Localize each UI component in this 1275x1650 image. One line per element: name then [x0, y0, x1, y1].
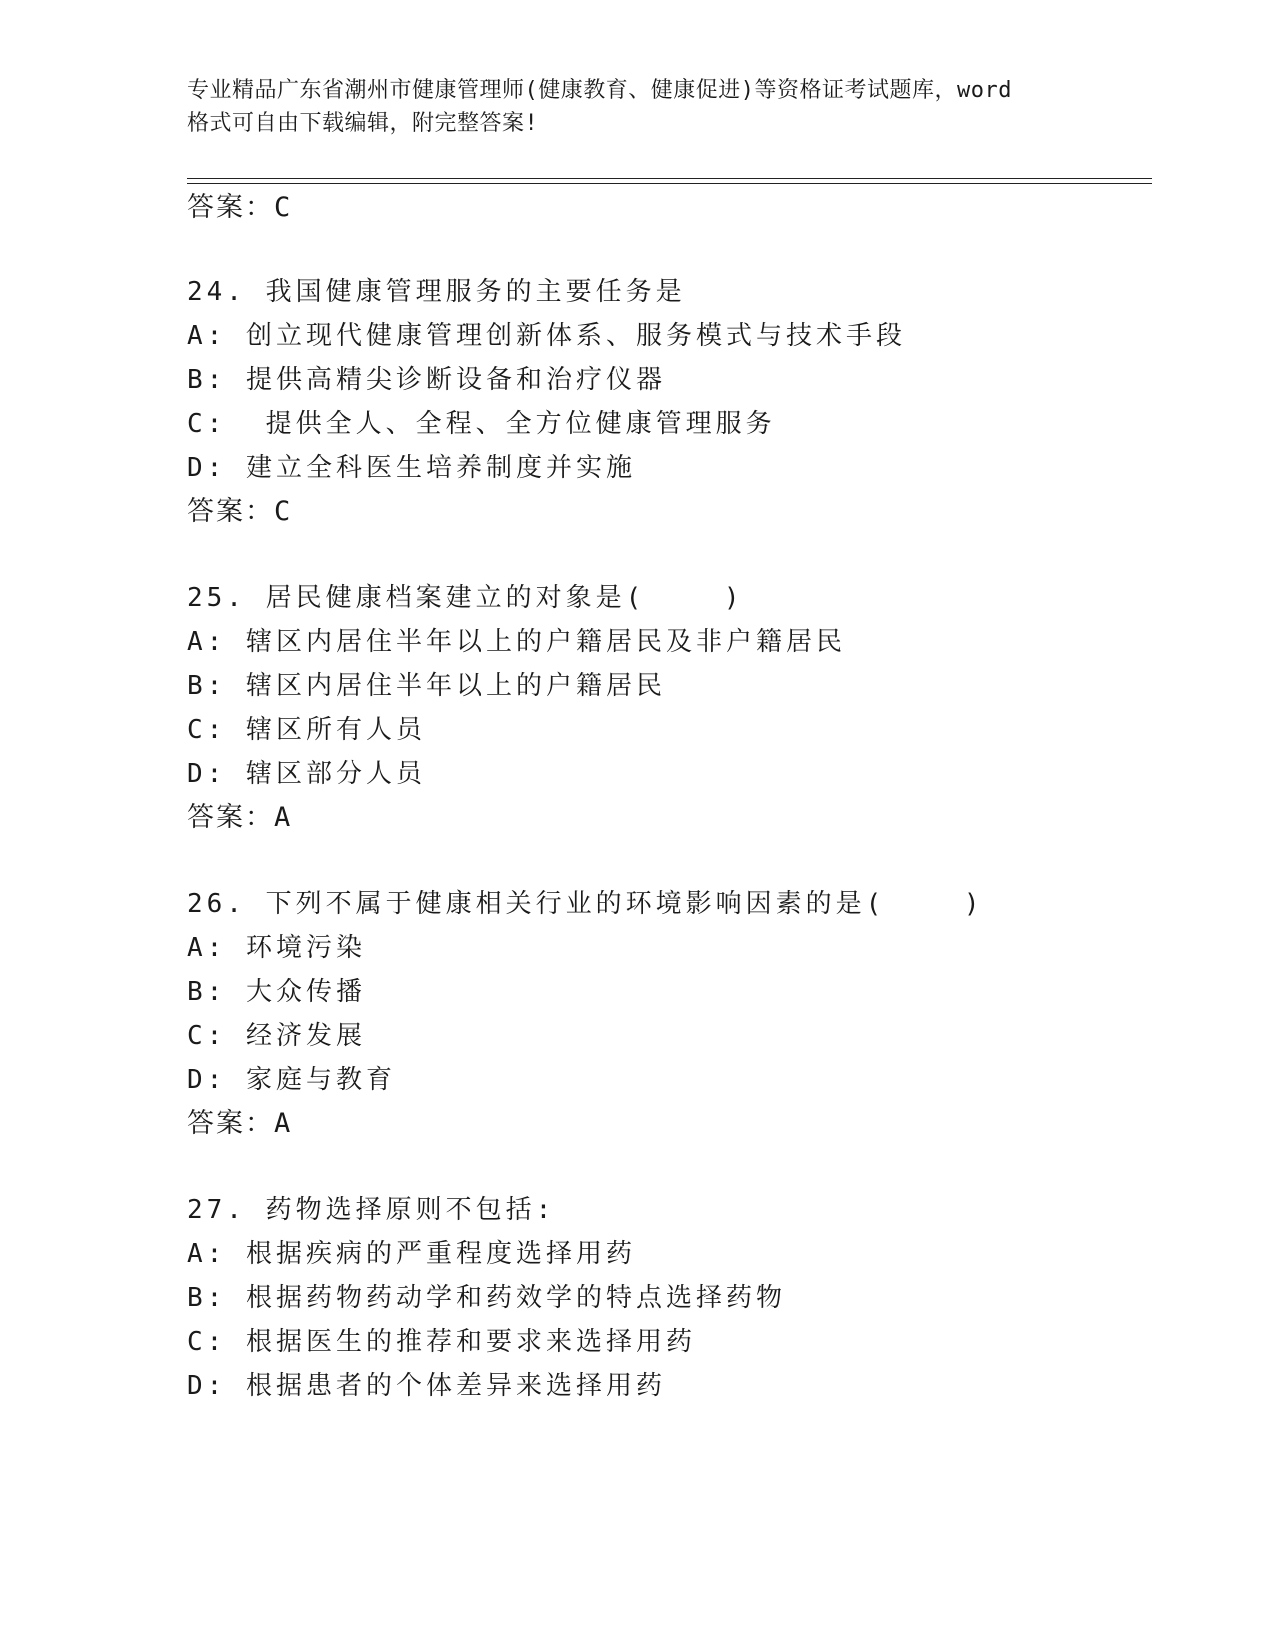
question-27-option-a: A: 根据疾病的严重程度选择用药 — [187, 1239, 636, 1269]
question-24-stem: 24. 我国健康管理服务的主要任务是 — [187, 277, 686, 307]
answer-value: A — [274, 1108, 292, 1139]
answer-value: C — [274, 496, 292, 527]
header-divider-top — [187, 178, 1152, 179]
question-24-answer — [187, 496, 291, 528]
answer-label: 答案： — [187, 192, 274, 223]
question-27-option-b: B: 根据药物药动学和药效学的特点选择药物 — [187, 1283, 786, 1313]
answer-label: 答案： — [187, 802, 274, 833]
question-27-stem: 27. 药物选择原则不包括: — [187, 1195, 556, 1225]
question-26-option-b: B: 大众传播 — [187, 977, 366, 1007]
question-26-option-d: D: 家庭与教育 — [187, 1065, 396, 1095]
question-25-stem: 25. 居民健康档案建立的对象是( ) — [187, 583, 744, 613]
question-26-option-c: C: 经济发展 — [187, 1021, 366, 1051]
question-25-option-b: B: 辖区内居住半年以上的户籍居民 — [187, 671, 666, 701]
question-24-option-d: D: 建立全科医生培养制度并实施 — [187, 453, 636, 483]
question-24-option-b: B: 提供高精尖诊断设备和治疗仪器 — [187, 365, 666, 395]
question-26-answer — [187, 1108, 291, 1140]
question-25-option-a: A: 辖区内居住半年以上的户籍居民及非户籍居民 — [187, 627, 846, 657]
header-line-1: 专业精品广东省潮州市健康管理师(健康教育、健康促进)等资格证考试题库，word — [187, 78, 1012, 103]
answer-value: C — [274, 192, 292, 223]
header-divider-bottom — [187, 183, 1152, 184]
question-26-option-a: A: 环境污染 — [187, 933, 366, 963]
answer-label: 答案： — [187, 1108, 274, 1139]
question-27-option-c: C: 根据医生的推荐和要求来选择用药 — [187, 1327, 696, 1357]
answer-label: 答案： — [187, 496, 274, 527]
question-25-option-c: C: 辖区所有人员 — [187, 715, 426, 745]
document-header — [187, 74, 1087, 140]
previous-answer — [187, 192, 291, 224]
question-27-option-d: D: 根据患者的个体差异来选择用药 — [187, 1371, 666, 1401]
header-line-2: 格式可自由下载编辑，附完整答案! — [187, 111, 539, 136]
question-26-stem: 26. 下列不属于健康相关行业的环境影响因素的是( ) — [187, 889, 984, 919]
question-25-option-d: D: 辖区部分人员 — [187, 759, 426, 789]
answer-value: A — [274, 802, 292, 833]
question-24-option-c: C: 提供全人、全程、全方位健康管理服务 — [187, 409, 776, 439]
question-25-answer — [187, 802, 291, 834]
question-24-option-a: A: 创立现代健康管理创新体系、服务模式与技术手段 — [187, 321, 906, 351]
